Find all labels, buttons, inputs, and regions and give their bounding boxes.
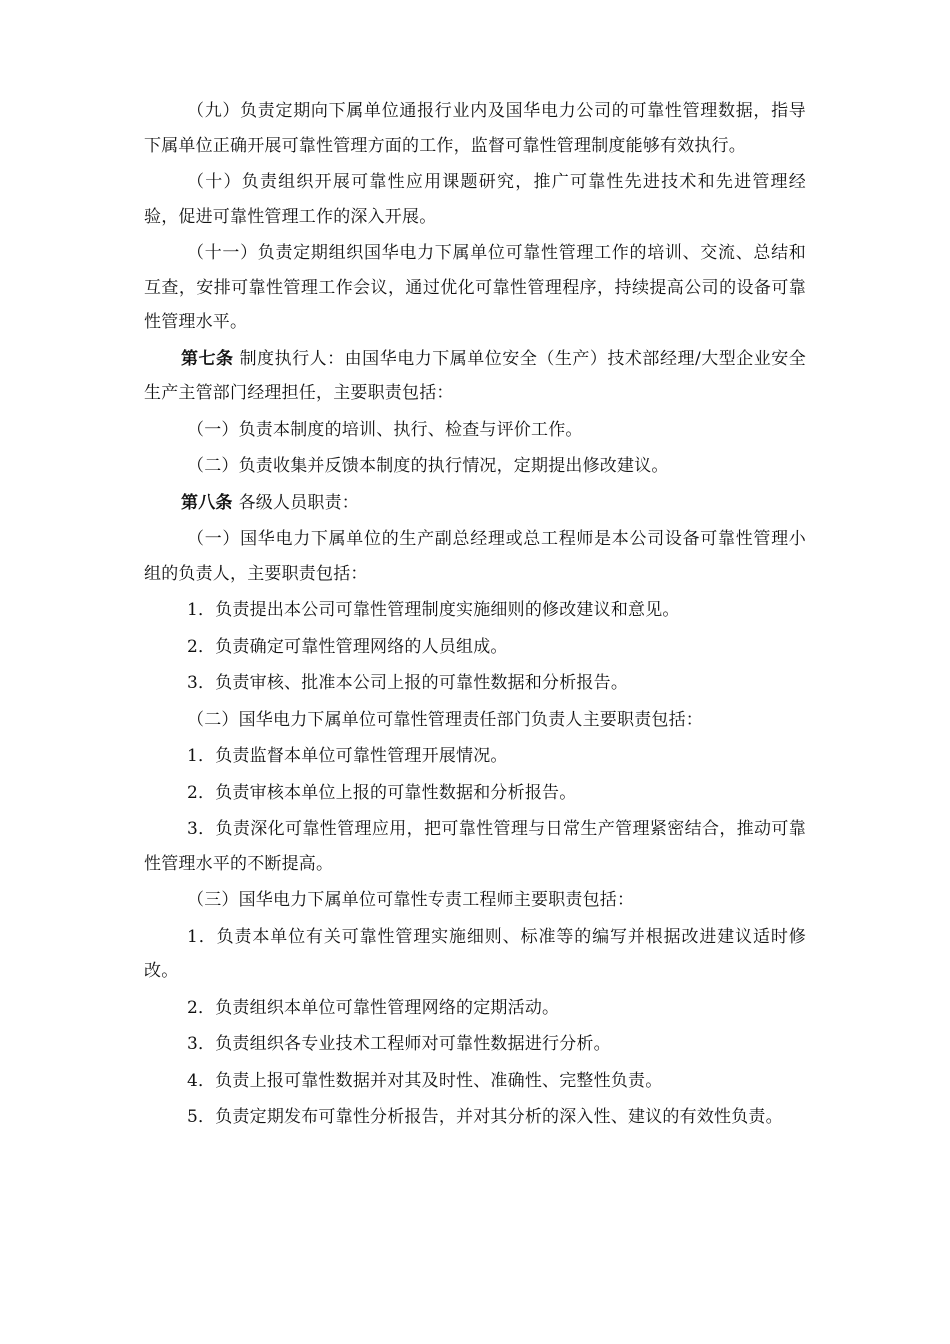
list-item [144,776,806,811]
paragraph-text: 3．负责深化可靠性管理应用，把可靠性管理与日常生产管理紧密结合，推动可靠性管理水平的不断提高。 [144,819,806,874]
paragraph-text: 1．负责提出本公司可靠性管理制度实施细则的修改建议和意见。 [187,600,680,620]
paragraph-text: 5．负责定期发布可靠性分析报告，并对其分析的深入性、建议的有效性负责。 [187,1107,783,1127]
paragraph-text: （三）国华电力下属单位可靠性专责工程师主要职责包括： [187,890,635,910]
paragraph [144,883,806,918]
paragraph [144,94,806,163]
paragraph-text: 各级人员职责： [238,492,360,513]
list-item [144,666,806,701]
paragraph-text: 4．负责上报可靠性数据并对其及时性、准确性、完整性负责。 [187,1070,663,1091]
list-item [144,739,806,774]
paragraph [144,165,806,234]
paragraph-text: 2．负责确定可靠性管理网络的人员组成。 [187,636,508,657]
paragraph-text: 1．负责监督本单位可靠性管理开展情况。 [187,746,508,766]
paragraph-text: 3．负责组织各专业技术工程师对可靠性数据进行分析。 [187,1034,611,1054]
paragraph-text: （九）负责定期向下属单位通报行业内及国华电力公司的可靠性管理数据，指导下属单位正确开展可靠性管理方面的工作，监督可靠性管理制度能够有效执行。 [144,101,806,156]
paragraph-text: （一）负责本制度的培训、执行、检查与评价工作。 [187,419,583,440]
paragraph-text: 2．负责组织本单位可靠性管理网络的定期活动。 [187,997,560,1018]
paragraph-text: （一）国华电力下属单位的生产副总经理或总工程师是本公司设备可靠性管理小组的负责人，主要职责包括： [144,529,806,584]
paragraph-text: （二）国华电力下属单位可靠性管理责任部门负责人主要职责包括： [187,709,703,730]
paragraph [144,449,806,484]
article-paragraph [144,486,806,521]
paragraph-text: （二）负责收集并反馈本制度的执行情况，定期提出修改建议。 [187,456,669,476]
list-item [144,593,806,628]
article-number: 第八条 [181,492,233,513]
paragraph-text: 3．负责审核、批准本公司上报的可靠性数据和分析报告。 [187,673,629,693]
paragraph-text: （十）负责组织开展可靠性应用课题研究，推广可靠性先进技术和先进管理经验，促进可靠性管理工作的深入开展。 [144,172,806,227]
list-item [144,991,806,1026]
paragraph-text: 2．负责审核本单位上报的可靠性数据和分析报告。 [187,782,577,803]
article-paragraph [144,342,806,411]
paragraph-text: （十一）负责定期组织国华电力下属单位可靠性管理工作的培训、交流、总结和互查，安排可靠性管理工作会议，通过优化可靠性管理程序，持续提高公司的设备可靠性管理水平。 [144,243,806,332]
paragraph-text: 1．负责本单位有关可靠性管理实施细则、标准等的编写并根据改进建议适时修改。 [144,926,806,981]
list-item [144,630,806,665]
list-item [144,812,806,881]
list-item [144,1064,806,1099]
paragraph [144,522,806,591]
paragraph [144,236,806,340]
paragraph [144,703,806,738]
paragraph-text: 制度执行人：由国华电力下属单位安全（生产）技术部经理/大型企业安全生产主管部门经理担任，主要职责包括： [144,348,807,403]
list-item [144,920,806,989]
article-number: 第七条 [181,348,234,369]
document-page [144,94,806,1135]
list-item [144,1100,806,1135]
list-item [144,1027,806,1062]
paragraph [144,413,806,448]
